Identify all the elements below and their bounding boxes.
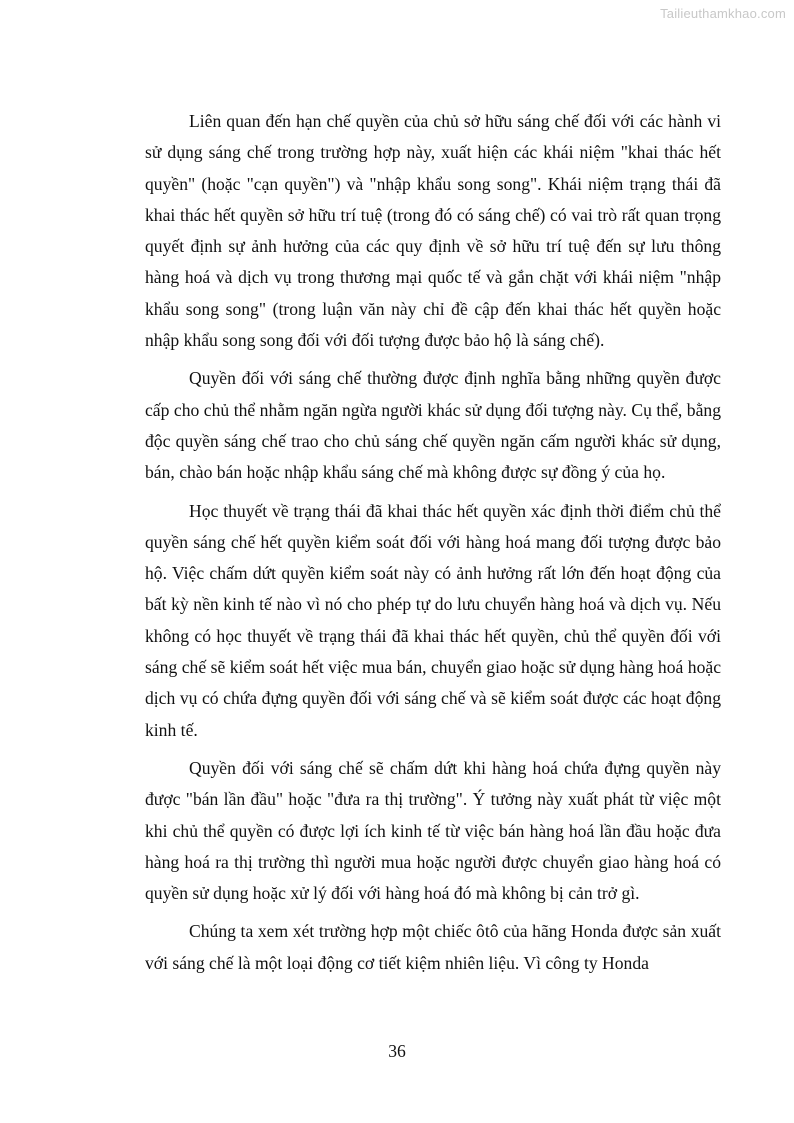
watermark: Tailieuthamkhao.com xyxy=(660,6,786,21)
page-number: 36 xyxy=(388,1041,406,1061)
paragraph-first-sale: Quyền đối với sáng chế sẽ chấm dứt khi hàng hoá chứa đựng quyền này được "bán lần đầu" hoặc "đưa ra thị trường". Ý tưởng này xuất phát từ việc một khi chủ thể quyền có được lợi ích kinh tế từ việc bán hàng hoá lần đầu hoặc đưa hàng hoá ra thị trường thì người mua hoặc người được chuyển giao hàng hoá có quyền sử dụng hoặc xử lý đối với hàng hoá đó mà không bị cản trở gì. xyxy=(145,757,721,904)
paragraph-exhaustion-doctrine: Học thuyết về trạng thái đã khai thác hết quyền xác định thời điểm chủ thể quyền sáng chế hết quyền kiểm soát đối với hàng hoá mang đối tượng được bảo hộ. Việc chấm dứt quyền kiểm soát này có ảnh hưởng rất lớn đến hoạt động của bất kỳ nền kinh tế nào vì nó cho phép tự do lưu chuyển hàng hoá và dịch vụ. Nếu không có học thuyết về trạng thái đã khai thác hết quyền, chủ thể quyền đối với sáng chế sẽ kiểm soát hết việc mua bán, chuyển giao hoặc sử dụng hàng hoá hoặc dịch vụ có chứa đựng quyền đối với sáng chế và sẽ kiểm soát được các hoạt động kinh tế. xyxy=(145,500,721,740)
paragraph-exhaustion-concepts: Liên quan đến hạn chế quyền của chủ sở hữu sáng chế đối với các hành vi sử dụng sáng chế trong trường hợp này, xuất hiện các khái niệm "khai thác hết quyền" (hoặc "cạn quyền") và "nhập khẩu song song". Khái niệm trạng thái đã khai thác hết quyền sở hữu trí tuệ (trong đó có sáng chế) có vai trò rất quan trọng quyết định sự ảnh hưởng của các quy định về sở hữu trí tuệ đến sự lưu thông hàng hoá và dịch vụ trong thương mại quốc tế và gắn chặt với khái niệm "nhập khẩu song song" (trong luận văn này chỉ đề cập đến khai thác hết quyền hoặc nhập khẩu song song đối với đối tượng được bảo hộ là sáng chế). xyxy=(145,111,721,351)
paragraph-patent-rights-definition: Quyền đối với sáng chế thường được định nghĩa bằng những quyền được cấp cho chủ thể nhằm ngăn ngừa người khác sử dụng đối tượng này. Cụ thể, bằng độc quyền sáng chế trao cho chủ sáng chế quyền ngăn cấm người khác sử dụng, bán, chào bán hoặc nhập khẩu sáng chế mà không được sự đồng ý của họ. xyxy=(145,368,721,483)
document-body xyxy=(145,106,721,986)
paragraph-honda-example: Chúng ta xem xét trường hợp một chiếc ôtô của hãng Honda được sản xuất với sáng chế là một loại động cơ tiết kiệm nhiên liệu. Vì công ty Honda xyxy=(145,921,721,973)
